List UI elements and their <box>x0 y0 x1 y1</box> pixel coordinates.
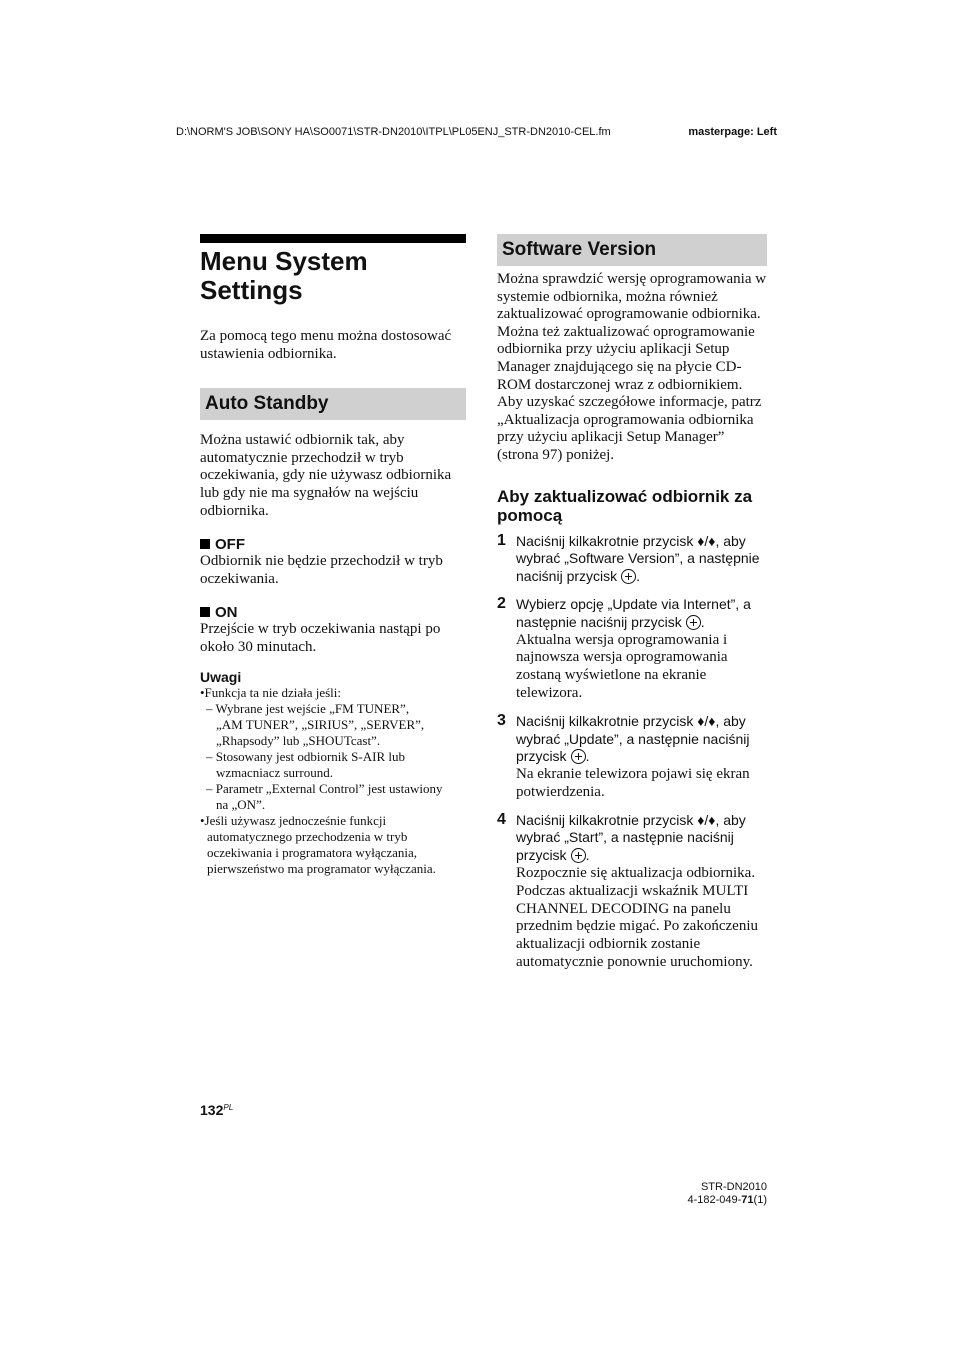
option-off-heading <box>200 536 466 553</box>
step-number: 1 <box>497 531 506 549</box>
step-text: Naciśnij kilkakrotnie przycisk ♦/♦, aby wybrać „Update”, a następnie naciśnij przycisk <box>516 712 750 765</box>
page-number <box>200 1102 233 1118</box>
footer-model: STR-DN2010 <box>700 1181 767 1193</box>
enter-button-icon <box>621 569 636 584</box>
step-text-end: . <box>636 568 641 585</box>
note-1b-line-1: – Stosowany jest odbiornik S-AIR lub <box>206 748 405 764</box>
note-2-line-1: •Jeśli używasz jednocześnie funkcji <box>200 812 387 828</box>
note-1: •Funkcja ta nie działa jeśli: <box>200 684 342 700</box>
update-step-2 <box>497 596 767 703</box>
step-text-end: . <box>585 847 590 864</box>
option-off-text: Odbiornik nie będzie przechodził w tryb oczekiwania. <box>200 553 443 587</box>
option-off-label: OFF <box>215 536 245 554</box>
page-number-suffix: PL <box>223 1103 234 1112</box>
footer-code-suffix: (1) <box>753 1194 767 1206</box>
update-step-4 <box>497 812 767 972</box>
note-1a-line-3: „Rhapsody” lub „SHOUTcast”. <box>216 732 381 748</box>
update-heading: Aby zaktualizować odbiornik za pomocą <box>497 486 753 525</box>
note-1a-line-2: „AM TUNER”, „SIRIUS”, „SERVER”, <box>216 716 425 732</box>
software-version-heading: Software Version <box>497 234 767 266</box>
square-bullet-icon <box>200 607 210 617</box>
square-bullet-icon <box>200 539 210 549</box>
step-instruction <box>516 812 767 865</box>
footer-code <box>687 1194 767 1206</box>
right-column <box>497 234 767 972</box>
page-title <box>200 247 466 305</box>
software-version-p1: Można sprawdzić wersję oprogramowania w systemie odbiornika, można również zaktualizować oprogramowanie odbiornika. <box>497 271 767 323</box>
header-masterpage: masterpage: Left <box>688 126 777 138</box>
page-title-line-2: Settings <box>200 275 303 305</box>
step-number: 4 <box>497 810 506 828</box>
step-instruction <box>516 533 767 586</box>
step-number: 3 <box>497 711 506 729</box>
notes-title: Uwagi <box>200 668 242 685</box>
notes-list <box>200 685 466 877</box>
note-1c-line-1: – Parametr „External Control” jest ustawiony <box>206 780 443 796</box>
enter-button-icon <box>571 848 586 863</box>
step-result: Na ekranie telewizora pojawi się ekran potwierdzenia. <box>516 766 750 800</box>
step-number: 2 <box>497 594 506 612</box>
step-result: Rozpocznie się aktualizacja odbiornika. Podczas aktualizacji wskaźnik MULTI CHANNEL DECODING na panelu przednim będzie migać. Po zakończeniu aktualizacji odbiornik zostanie automatycznie ponownie uruchomiony. <box>516 865 758 971</box>
intro-text: Za pomocą tego menu można dostosować ustawienia odbiornika. <box>200 328 452 362</box>
title-rule <box>200 234 466 243</box>
page-title-line-1: Menu System <box>200 246 368 276</box>
note-1a-line-1: – Wybrane jest wejście „FM TUNER”, <box>206 700 410 716</box>
option-on-heading <box>200 604 466 621</box>
page-number-value: 132 <box>200 1102 224 1118</box>
step-result: Aktualna wersja oprogramowania i najnowsza wersja oprogramowania zostaną wyświetlone na ekranie telewizora. <box>516 631 728 701</box>
note-1c-line-2: na „ON”. <box>216 796 266 812</box>
step-text-end: . <box>585 748 590 765</box>
update-step-1 <box>497 533 767 586</box>
step-text: Naciśnij kilkakrotnie przycisk ♦/♦, aby wybrać „Software Version”, a następnie naciśnij przycisk <box>516 532 760 585</box>
note-1b-line-2: wzmacniacz surround. <box>216 764 333 780</box>
step-text: Wybierz opcję „Update via Internet”, a następnie naciśnij przycisk <box>516 595 751 630</box>
option-on-label: ON <box>215 604 238 622</box>
update-step-3 <box>497 713 767 802</box>
enter-button-icon <box>571 749 586 764</box>
software-version-p2: Można też zaktualizować oprogramowanie odbiornika przy użyciu aplikacji Setup Manager znajdującego się na płycie CD-ROM dostarczonej wraz z odbiornikiem. Aby uzyskać szczegółowe informacje, patrz „Aktualizacja oprogramowania odbiornika przy użyciu aplikacji Setup Manager” (strona 97) poniżej. <box>497 323 762 463</box>
step-instruction <box>516 596 767 632</box>
step-instruction <box>516 713 767 766</box>
auto-standby-body: Można ustawić odbiornik tak, aby automatycznie przechodził w tryb oczekiwania, gdy nie używasz odbiornika lub gdy nie ma sygnałów na wejściu odbiornika. <box>200 432 452 519</box>
footer-code-bold: 71 <box>741 1194 754 1206</box>
step-text-end: . <box>700 613 705 630</box>
step-text: Naciśnij kilkakrotnie przycisk ♦/♦, aby wybrać „Start”, a następnie naciśnij przycisk <box>516 811 746 864</box>
note-2-line-4: pierwszeństwo ma programator wyłączania. <box>207 860 436 876</box>
update-steps <box>497 533 767 972</box>
footer-code-prefix: 4-182-049- <box>687 1194 742 1206</box>
option-on-text: Przejście w tryb oczekiwania nastąpi po około 30 minutach. <box>200 621 441 655</box>
enter-button-icon <box>686 615 701 630</box>
note-2-line-2: automatycznego przechodzenia w tryb <box>207 828 408 844</box>
left-column <box>200 234 466 877</box>
auto-standby-heading: Auto Standby <box>200 388 466 420</box>
header-file-path: D:\NORM'S JOB\SONY HA\SO0071\STR-DN2010\ITPL\PL05ENJ_STR-DN2010-CEL.fm <box>176 126 611 138</box>
note-2-line-3: oczekiwania i programatora wyłączania, <box>207 844 418 860</box>
